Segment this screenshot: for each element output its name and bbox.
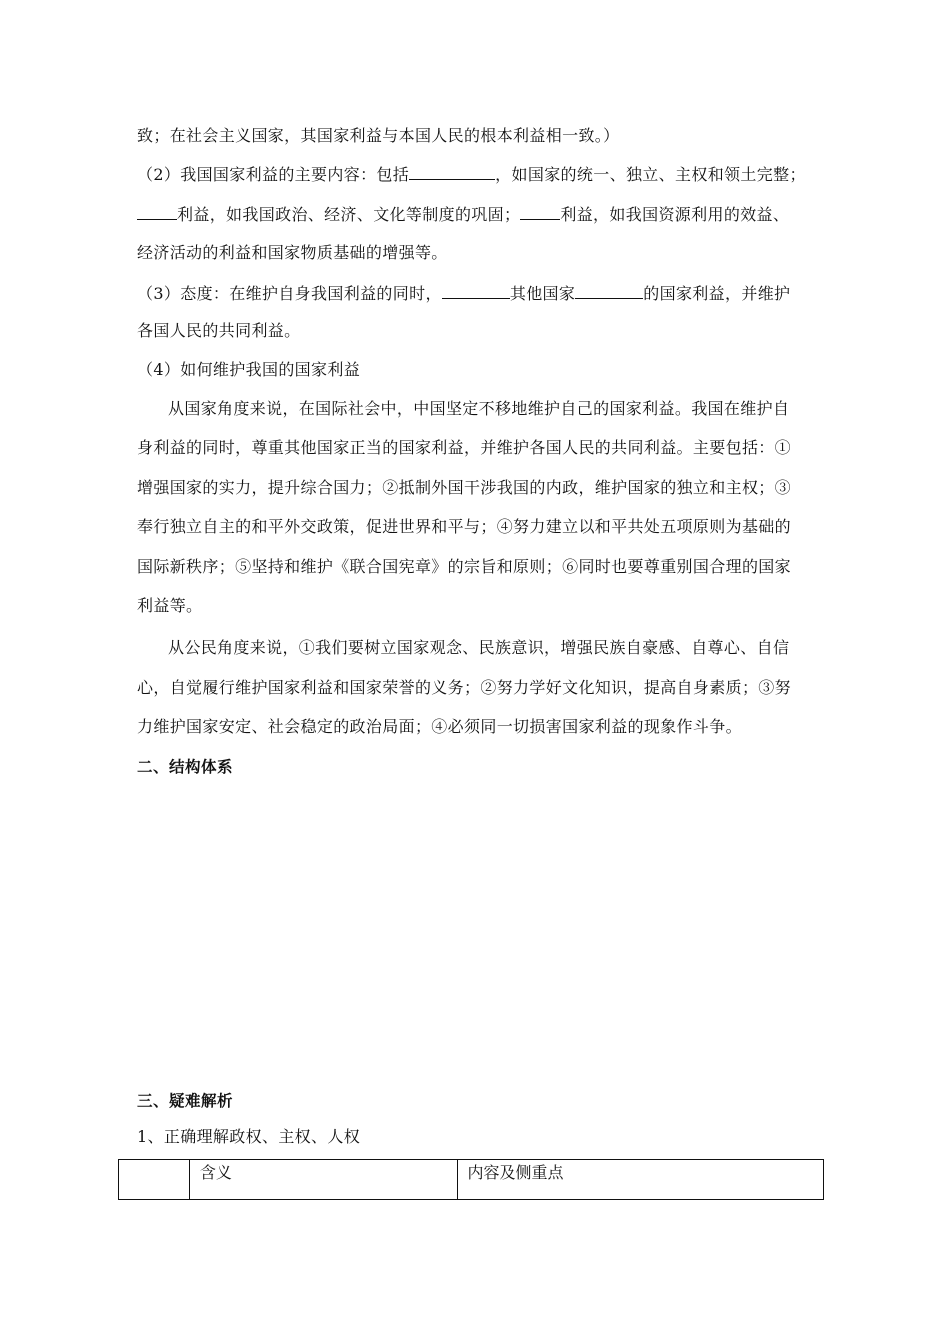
fill-blank[interactable] <box>409 164 495 180</box>
state-paragraph-line: 身利益的同时，尊重其他国家正当的国家利益，并维护各国人民的共同利益。主要包括：① <box>137 438 792 457</box>
state-paragraph-line: 奉行独立自主的和平外交政策，促进世界和平与；④努力建立以和平共处五项原则为基础的 <box>137 517 792 536</box>
item3-text-a: （3）态度：在维护自身我国利益的同时， <box>137 284 442 303</box>
item2-line2 <box>137 204 827 225</box>
concept-table <box>118 1159 824 1200</box>
state-paragraph-line: 从国家角度来说，在国际社会中，中国坚定不移地维护自己的国家利益。我国在维护自 <box>168 399 790 418</box>
item2-text-b: ，如国家的统一、独立、主权和领土完整； <box>495 165 806 184</box>
item3-line1 <box>137 283 827 304</box>
item2-text-d: 利益，如我国资源利用的效益、 <box>560 205 790 224</box>
section3-subheading: 1、正确理解政权、主权、人权 <box>137 1127 361 1146</box>
table-header-cell: 含义 <box>189 1160 457 1200</box>
citizen-paragraph-line: 力维护国家安定、社会稳定的政治局面；④必须同一切损害国家利益的现象作斗争。 <box>137 717 742 736</box>
item2-line3: 经济活动的利益和国家物质基础的增强等。 <box>137 243 448 262</box>
citizen-paragraph-line: 心，自觉履行维护国家利益和国家荣誉的义务；②努力学好文化知识，提高自身素质；③努 <box>137 678 792 697</box>
continuation-line: 致；在社会主义国家，其国家利益与本国人民的根本利益相一致。） <box>137 126 620 145</box>
item2-text-a: （2）我国国家利益的主要内容：包括 <box>137 165 410 184</box>
fill-blank[interactable] <box>442 283 510 299</box>
citizen-paragraph-line: 从公民角度来说，①我们要树立国家观念、民族意识，增强民族自豪感、自尊心、自信 <box>168 638 790 657</box>
section3-heading: 三、疑难解析 <box>137 1092 234 1110</box>
fill-blank[interactable] <box>575 283 643 299</box>
table-header-row <box>119 1160 824 1200</box>
item2-line1 <box>137 164 827 185</box>
state-paragraph-line: 增强国家的实力，提升综合国力；②抵制外国干涉我国的内政，维护国家的独立和主权；③ <box>137 478 792 497</box>
item4-title: （4）如何维护我国的国家利益 <box>137 360 361 379</box>
table-header-cell <box>119 1160 190 1200</box>
fill-blank[interactable] <box>137 204 177 220</box>
state-paragraph-line: 利益等。 <box>137 596 203 615</box>
section2-heading: 二、结构体系 <box>137 758 234 776</box>
fill-blank[interactable] <box>520 204 560 220</box>
state-paragraph-line: 国际新秩序；⑤坚持和维护《联合国宪章》的宗旨和原则；⑥同时也要尊重别国合理的国家 <box>137 557 792 576</box>
item2-text-c: 利益，如我国政治、经济、文化等制度的巩固； <box>177 205 521 224</box>
table-header-cell: 内容及侧重点 <box>457 1160 823 1200</box>
item3-line2: 各国人民的共同利益。 <box>137 321 301 340</box>
item3-text-b: 其他国家 <box>509 284 576 303</box>
item3-text-c: 的国家利益，并维护 <box>643 284 791 303</box>
